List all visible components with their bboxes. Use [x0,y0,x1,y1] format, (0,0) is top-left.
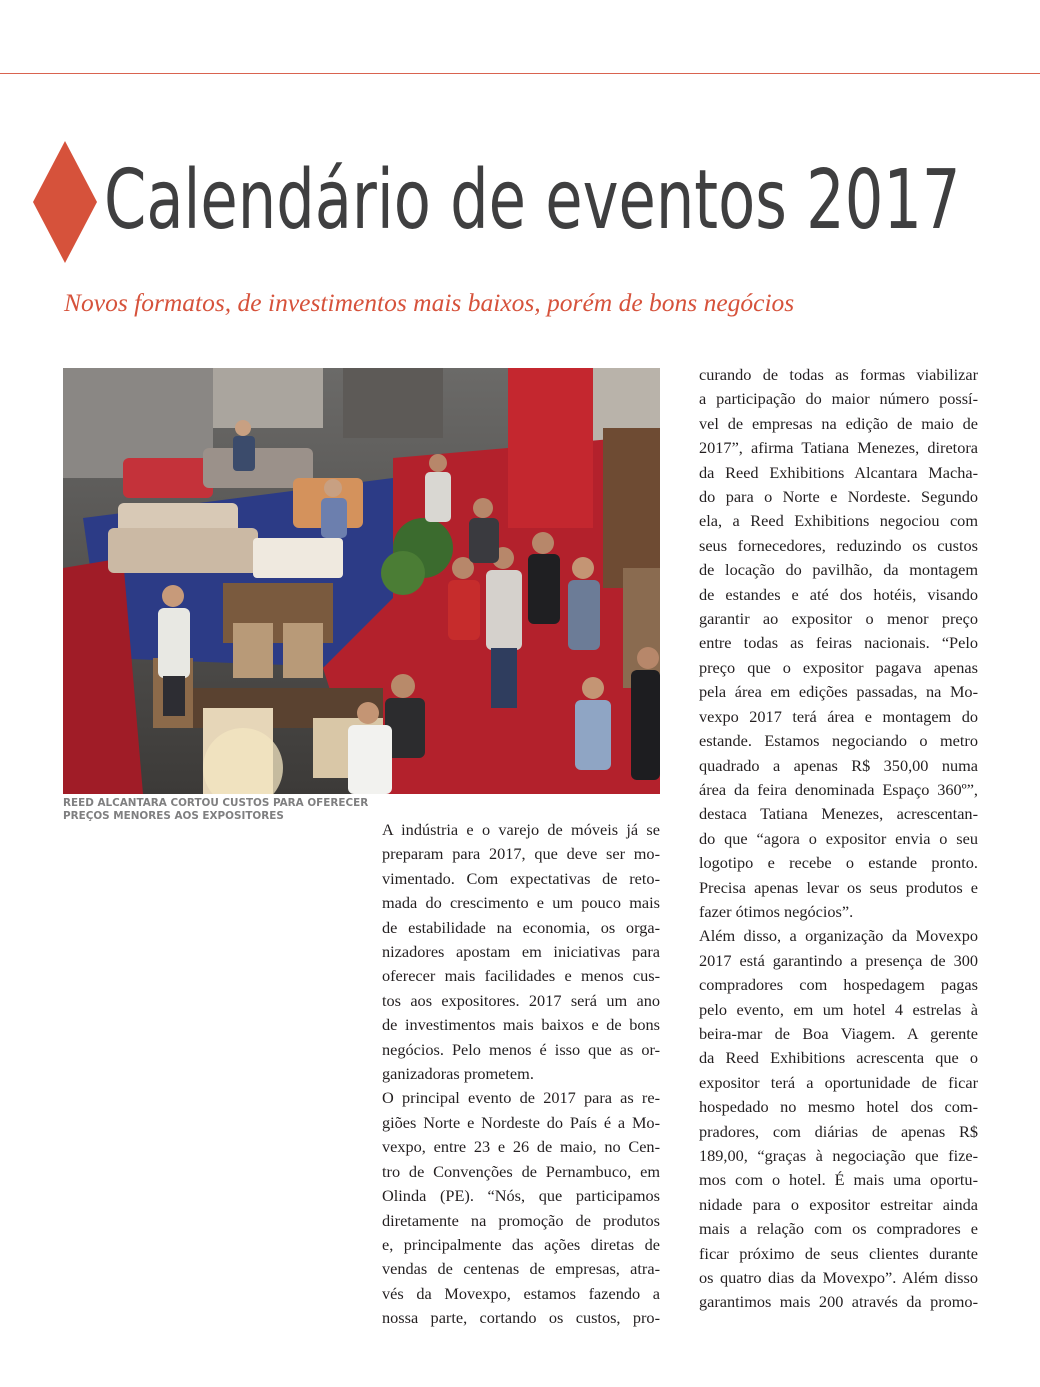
body-line: 2017”, afirma Tatiana Menezes, diretora [699,438,978,458]
body-line: pela área em edições passadas, na Mo- [699,682,978,702]
body-line: pelo evento, em um hotel 4 estrelas à [699,999,978,1019]
body-line: logotipo e recebe o estande pronto. [699,853,978,873]
body-line: pradores, com diárias de apenas R$ [699,1121,978,1141]
body-line: Precisa apenas levar os seus produtos e [699,877,978,897]
body-line: hospedado no mesmo hotel dos com- [699,1097,978,1117]
body-line: expositor terá a oportunidade de ficar [699,1072,978,1092]
body-line: vendas de centenas de empresas, atra- [382,1259,660,1279]
body-line: mos com o hotel. É mais uma oportu- [699,1170,978,1190]
body-line: preço que o expositor pagava apenas [699,657,978,677]
page-subtitle: Novos formatos, de investimentos mais baixos, porém de bons negócios [64,288,795,317]
body-line: da Reed Exhibitions Alcantara Macha- [699,462,978,482]
body-line: preparam para 2017, que deve ser mo- [382,844,660,864]
body-line: do que “agora o expositor envia o seu [699,828,978,848]
body-line: garantir ao expositor o menor preço [699,609,978,629]
diamond-icon [33,141,97,263]
body-line: fazer ótimos negócios”. [699,901,854,921]
body-line: área da feira denominada Espaço 360º”, [699,779,978,799]
body-line: beira-mar de Boa Viagem. A gerente [699,1023,978,1043]
body-column-left [382,818,660,1331]
body-line: curando de todas as formas viabilizar [699,365,978,384]
top-rule [0,73,1040,74]
body-line: 2017 está garantindo a presença de 300 [699,950,978,970]
body-line: vexpo, entre 23 e 26 de maio, no Cen- [382,1137,660,1157]
event-photo [63,368,660,794]
body-line: mada do crescimento e um pouco mais [382,893,660,913]
body-line: vel de empresas na edição de maio de [699,413,978,433]
body-line: quadrado a apenas R$ 350,00 numa [699,755,978,775]
body-line: entre todas as feiras nacionais. “Pelo [699,633,978,653]
body-line: tro de Convenções de Pernambuco, em [382,1161,660,1181]
body-line: da Reed Exhibitions acrescenta que o [699,1048,978,1068]
body-line: de estabilidade na economia, os orga- [382,917,660,937]
body-line: a participação do maior número possí- [699,389,978,409]
body-line: nidade para o expositor estreitar ainda [699,1194,978,1214]
body-line: os quatro dias da Movexpo”. Além disso [699,1268,978,1288]
body-line: ficar próximo de seus clientes durante [699,1243,978,1263]
body-line: de locação do pavilhão, da montagem [699,560,978,580]
body-line: O principal evento de 2017 para as re- [382,1088,660,1108]
body-line: mais a relação com os compradores e [699,1219,978,1239]
body-line: tos aos expositores. 2017 será um ano [382,990,660,1010]
body-line: negócios. Pelo menos é isso que as or- [382,1039,660,1059]
body-line: de estandes e até dos hotéis, visando [699,584,978,604]
body-line: ela, a Reed Exhibitions negociou com [699,511,978,531]
body-line: garantimos mais 200 através da promo- [699,1292,978,1312]
body-line: 189,00, “graças à negociação que fize- [699,1146,978,1165]
body-line: e, principalmente das ações diretas de [382,1234,660,1254]
body-line: do para o Norte e Nordeste. Segundo [699,487,978,507]
photo-caption: REED ALCANTARA CORTOU CUSTOS PARA OFERECER PREÇOS MENORES AOS EXPOSITORES [63,797,369,822]
body-line: oferecer mais facilidades e menos cus- [382,966,660,986]
body-line: nossa parte, cortando os custos, pro- [382,1308,660,1328]
body-column-right [699,363,978,1315]
body-line: nizadores apostam em iniciativas para [382,942,660,962]
body-line: A indústria e o varejo de móveis já se [382,820,660,839]
page-title: Calendário de eventos 2017 [104,153,961,248]
body-line: Além disso, a organização da Movexpo [699,926,978,946]
body-line: vexpo 2017 terá área e montagem do [699,706,978,726]
body-line: diretamente na promoção de produtos [382,1210,660,1230]
body-line: destaca Tatiana Menezes, acrescentan- [699,804,978,824]
body-line: ganizadoras prometem. [382,1064,534,1084]
body-line: seus fornecedores, reduzindo os custos [699,535,978,555]
body-line: estande. Estamos negociando o metro [699,731,978,751]
body-line: de investimentos mais baixos e de bons [382,1015,660,1035]
body-line: vés da Movexpo, estamos fazendo a [382,1283,660,1303]
body-line: compradores com hospedagem pagas [699,975,978,995]
body-line: giões Norte e Nordeste do País é a Mo- [382,1112,660,1132]
body-line: Olinda (PE). “Nós, que participamos [382,1186,660,1206]
body-line: vimentado. Com expectativas de reto- [382,868,660,888]
